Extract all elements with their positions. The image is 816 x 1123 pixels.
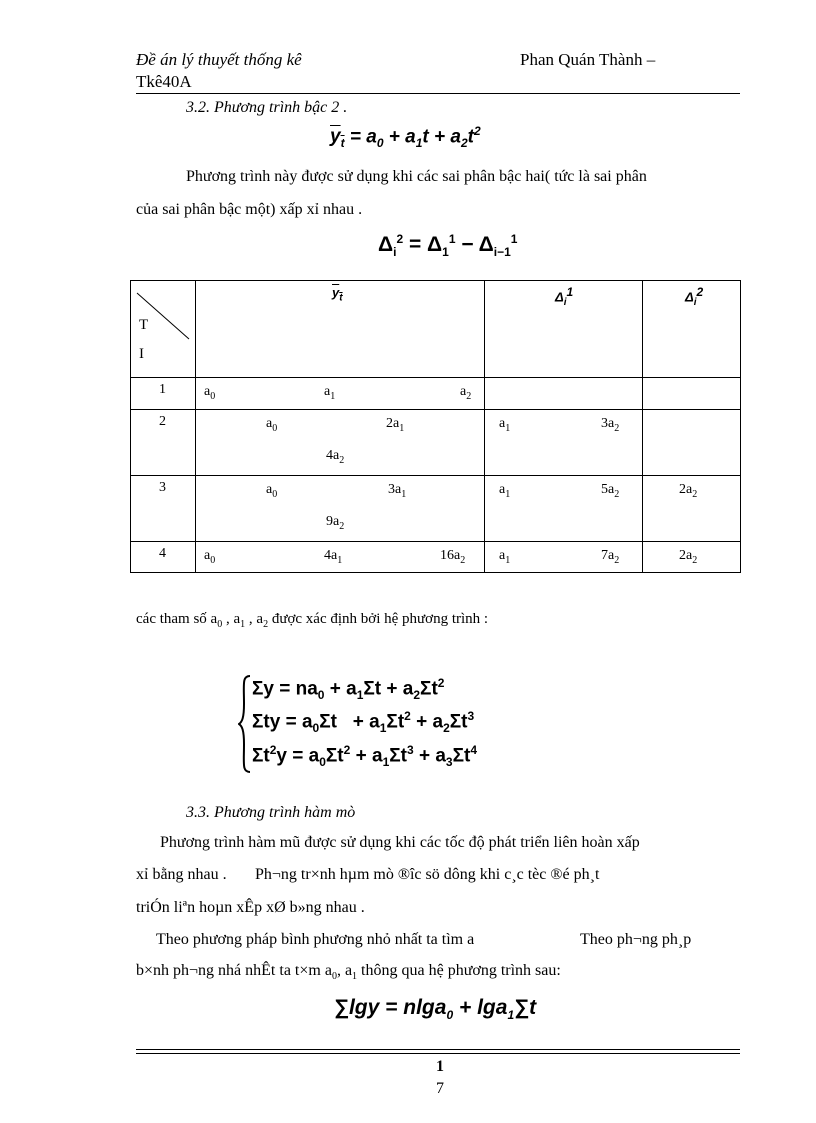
para-33-line4b: Theo ph¬ng ph¸p	[580, 931, 692, 948]
header-document-title: Đề án lý thuyết thống kê	[136, 50, 302, 69]
row-d1-cell	[485, 476, 643, 542]
footer-rule	[136, 1049, 740, 1050]
para-33-line1: Phương trình hàm mũ được sử dụng khi các tốc độ phát triển liên hoàn xấp	[160, 834, 640, 851]
d1-term: $7a_2$	[601, 548, 620, 566]
row-index-cell	[131, 410, 196, 476]
header-class-code: Tkê40A	[136, 72, 192, 91]
table-row	[131, 378, 741, 410]
d2-term: $2a_2$	[679, 482, 698, 500]
header-author: Phan Quán Thành –	[520, 50, 656, 69]
row-d2-cell	[643, 542, 741, 573]
row-y-cell	[196, 410, 485, 476]
d1-term: $3a_2$	[601, 416, 620, 434]
final-log-formula: ∑lgy = nlga$_0$ + lga$_1$∑t	[334, 996, 537, 1023]
y-term: $a_1$	[324, 384, 336, 402]
header-d1-cell	[485, 281, 643, 378]
row-d2-cell	[643, 476, 741, 542]
row-index: 4	[159, 546, 166, 561]
header-y-label: $y_t$	[332, 285, 343, 304]
header-d2-cell	[643, 281, 741, 378]
para-33-line5: b×nh ph¬ng nhá nhÊt ta t×m $a_0$, $a_1$ thông qua hệ phương trình sau:	[136, 962, 561, 983]
row-index: 1	[159, 382, 166, 397]
row-index-cell	[131, 542, 196, 573]
para-33-line2b: Ph¬ng tr×nh hµm mò ®îc sö dông khi c¸c tèc ®é ph¸t	[255, 866, 600, 883]
y-term: $a_0$	[266, 416, 278, 434]
header-d1-label: $\Delta_i^1$	[555, 285, 574, 308]
section-3-3-title: 3.3. Phương trình hàm mò	[186, 804, 356, 821]
d2-term: $2a_2$	[679, 548, 698, 566]
header-d2-label: $\Delta_i^2$	[685, 285, 704, 308]
y-term: $4a_1$	[324, 548, 343, 566]
table-row	[131, 542, 741, 573]
y-term: $9a_2$	[326, 514, 345, 532]
row-y-cell	[196, 378, 485, 410]
para-32-line1: Phương trình này được sử dụng khi các sai phân bậc hai( tức là sai phân	[186, 168, 647, 185]
y-term: $a_0$	[266, 482, 278, 500]
row-index: 2	[159, 414, 166, 429]
page-number-bottom: 7	[436, 1080, 444, 1097]
header-rule	[136, 93, 740, 94]
page-number-top: 1	[436, 1058, 444, 1075]
section-3-2-title: 3.2. Phương trình bậc 2 .	[186, 99, 348, 116]
table-row	[131, 410, 741, 476]
d1-term: $a_1$	[499, 416, 511, 434]
header-y-cell	[196, 281, 485, 378]
d1-term: $a_1$	[499, 548, 511, 566]
system-brace	[238, 674, 250, 774]
para-33-line4a: Theo phương pháp bình phương nhỏ nhất ta tìm a	[156, 931, 475, 948]
header-i-label: I	[139, 346, 144, 362]
footer-rule	[136, 1053, 740, 1054]
y-term: $3a_1$	[388, 482, 407, 500]
row-d1-cell	[485, 410, 643, 476]
para-33-line3: triÓn liªn hoµn xÊp xØ b»ng nhau .	[136, 899, 365, 916]
d1-term: $5a_2$	[601, 482, 620, 500]
row-y-cell	[196, 542, 485, 573]
y-term: $2a_1$	[386, 416, 405, 434]
system-eq-1: $\Sigma y = na_0 + a_1\Sigma t + a_2\Sigma t^2$	[252, 676, 445, 703]
para-33-line2a: xỉ bằng nhau .	[136, 866, 227, 883]
row-index-cell	[131, 476, 196, 542]
y-term: $a_2$	[460, 384, 472, 402]
params-line: các tham số $a_0$ , $a_1$ , $a_2$ được xác định bởi hệ phương trình :	[136, 611, 489, 630]
y-term: $16a_2$	[440, 548, 466, 566]
row-index: 3	[159, 480, 166, 495]
delta-formula: $\Delta_i^2 = \Delta_1^1 - \Delta_{i-1}^1$	[378, 232, 518, 260]
quadratic-equation: $y_t = a_0 + a_1t + a_2t^2$	[330, 124, 481, 151]
system-eq-3: $\Sigma t^2y = a_0\Sigma t^2 + a_1\Sigma t^3 + a_3\Sigma t^4$	[252, 743, 478, 770]
diagonal-header-cell	[131, 281, 196, 378]
row-y-cell	[196, 476, 485, 542]
row-d1-cell	[485, 542, 643, 573]
y-term: $a_0$	[204, 384, 216, 402]
d1-term: $a_1$	[499, 482, 511, 500]
para-32-line2: của sai phân bậc một) xấp xỉ nhau .	[136, 201, 363, 218]
difference-table	[130, 280, 741, 573]
table-row	[131, 476, 741, 542]
row-index-cell	[131, 378, 196, 410]
system-eq-2: $\Sigma ty = a_0\Sigma t + a_1\Sigma t^2 + a_2\Sigma t^3$	[252, 709, 475, 736]
header-t-label: T	[139, 317, 149, 333]
row-d2-cell	[643, 410, 741, 476]
y-term: $a_0$	[204, 548, 216, 566]
brace-icon	[238, 674, 252, 774]
y-term: $4a_2$	[326, 448, 345, 466]
row-d2-cell	[643, 378, 741, 410]
row-d1-cell	[485, 378, 643, 410]
table-header-row	[131, 281, 741, 378]
